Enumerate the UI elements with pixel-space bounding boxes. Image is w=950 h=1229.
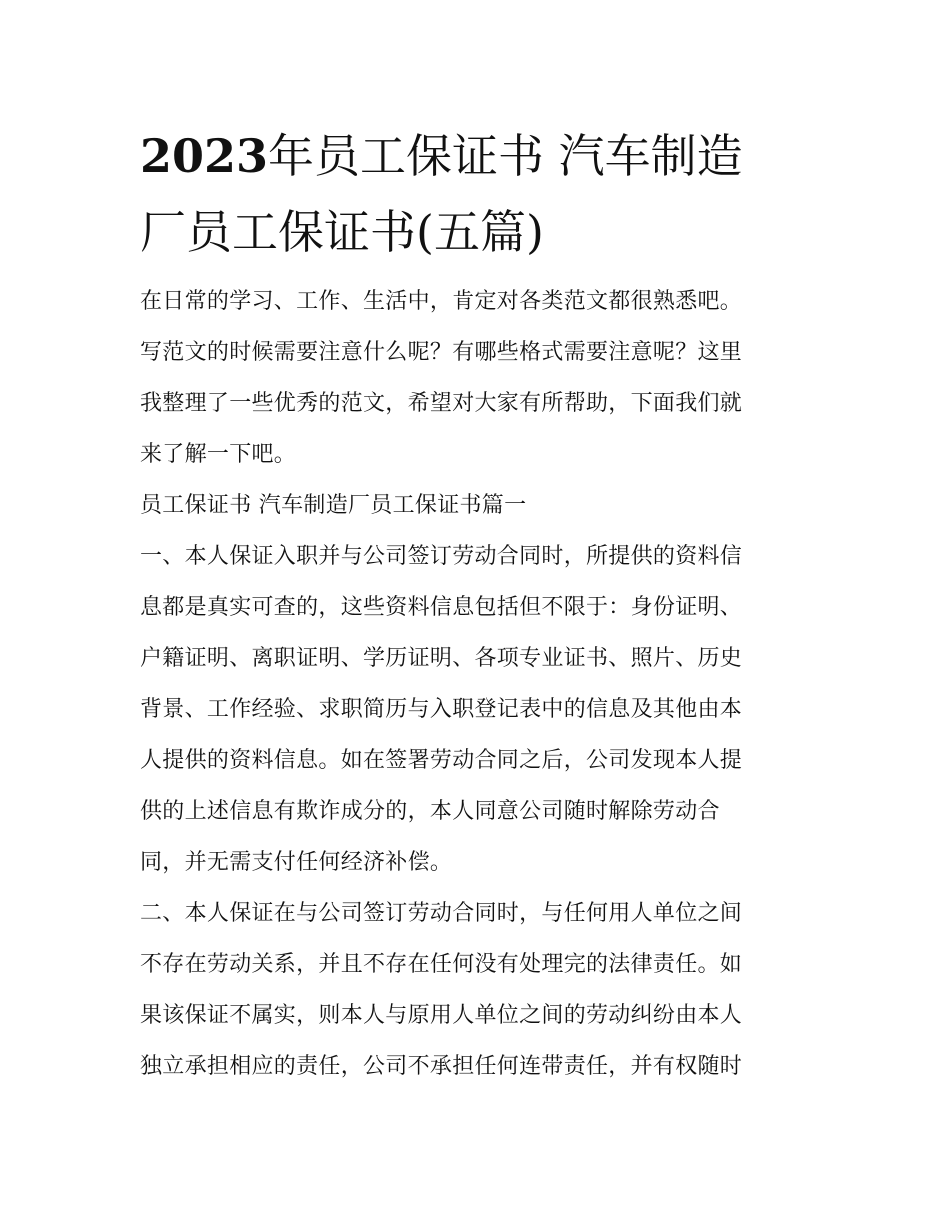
title-year: 2023 xyxy=(140,129,269,183)
document-content xyxy=(140,118,815,1092)
intro-line: 来了解一下吧。 xyxy=(140,442,297,467)
paragraph-line: 供的上述信息有欺诈成分的，本人同意公司随时解除劳动合 xyxy=(140,799,720,824)
section-heading: 员工保证书 汽车制造厂员工保证书篇一 xyxy=(140,493,527,518)
paragraph-line: 不存在劳动关系，并且不存在任何没有处理完的法律责任。如 xyxy=(140,952,743,977)
intro-line: 我整理了一些优秀的范文，希望对大家有所帮助，下面我们就 xyxy=(140,391,743,416)
document-title xyxy=(140,118,815,270)
title-line xyxy=(140,118,815,194)
paragraph-line: 独立承担相应的责任，公司不承担任何连带责任，并有权随时 xyxy=(140,1054,743,1079)
paragraph-line: 背景、工作经验、求职简历与入职登记表中的信息及其他由本 xyxy=(140,697,743,722)
paragraph-line: 果该保证不属实，则本人与原用人单位之间的劳动纠纷由本人 xyxy=(140,1003,743,1028)
title-text: 年员工保证书 汽车制造 xyxy=(268,129,743,183)
paragraph-line: 人提供的资料信息。如在签署劳动合同之后，公司发现本人提 xyxy=(140,748,743,773)
paragraph-line: 同，并无需支付任何经济补偿。 xyxy=(140,850,453,875)
paragraph-line: 息都是真实可查的，这些资料信息包括但不限于：身份证明、 xyxy=(140,595,743,620)
paragraph-line: 二、本人保证在与公司签订劳动合同时，与任何用人单位之间 xyxy=(140,901,743,926)
document-body xyxy=(140,276,815,1092)
intro-line: 写范文的时候需要注意什么呢？有哪些格式需要注意呢？这里 xyxy=(140,340,743,365)
paragraph-line: 一、本人保证入职并与公司签订劳动合同时，所提供的资料信 xyxy=(140,544,743,569)
paragraph-line: 户籍证明、离职证明、学历证明、各项专业证书、照片、历史 xyxy=(140,646,743,671)
title-line: 厂员工保证书(五篇) xyxy=(140,205,544,259)
intro-line: 在日常的学习、工作、生活中，肯定对各类范文都很熟悉吧。 xyxy=(140,289,743,314)
